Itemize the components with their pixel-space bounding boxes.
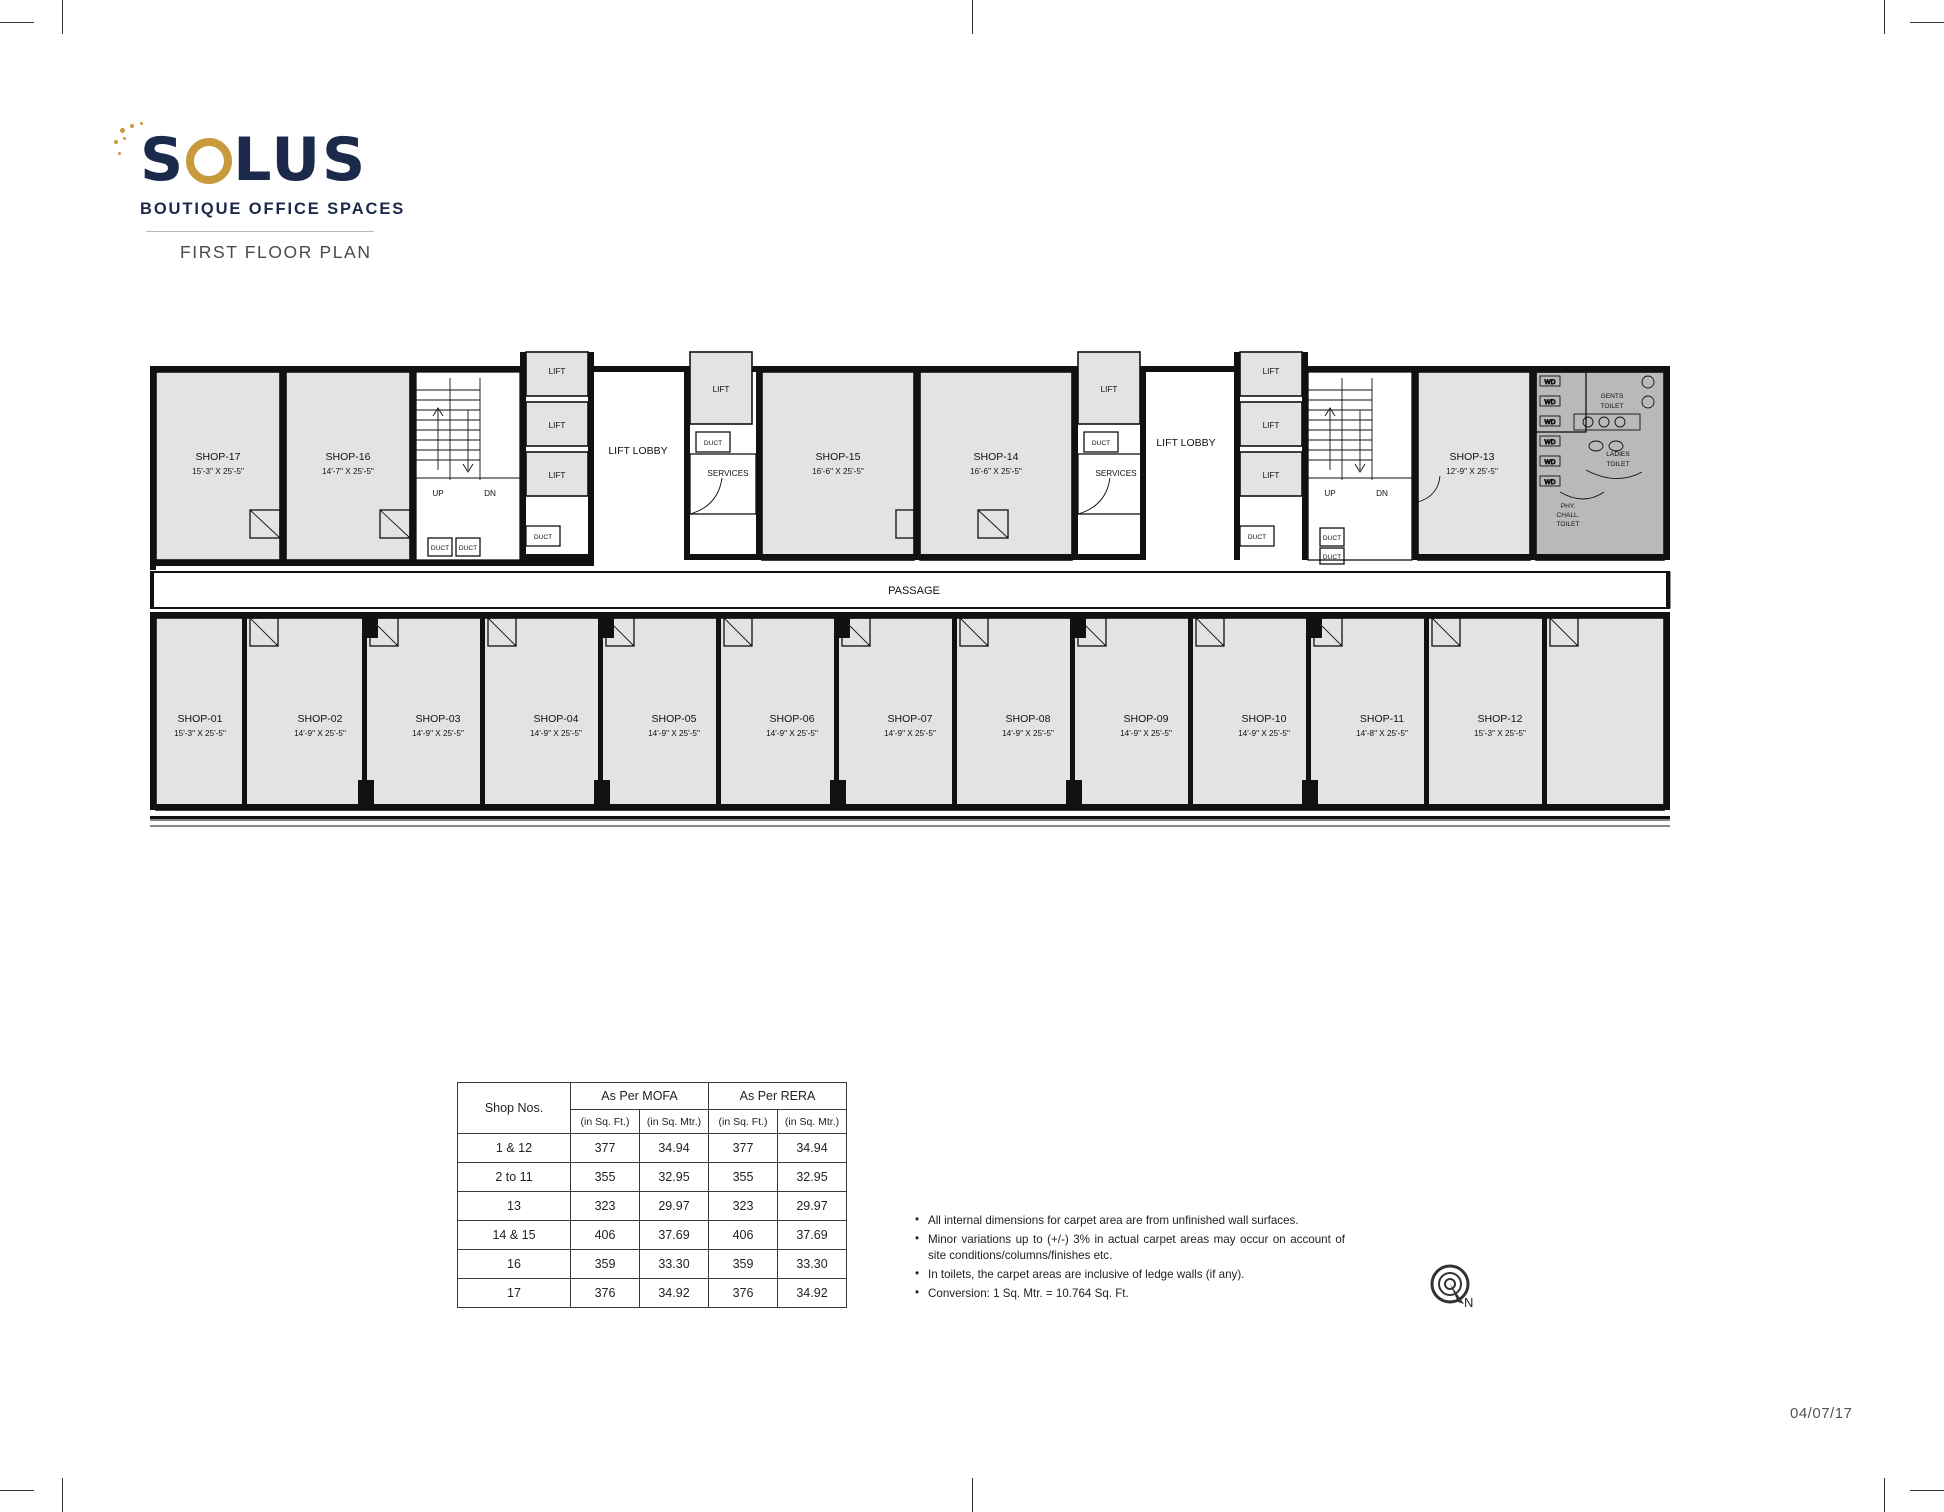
crop-mark: [0, 22, 34, 23]
svg-text:SERVICES: SERVICES: [707, 469, 749, 478]
plan-shop-04-dims: 14'-9" X 25'-5": [530, 729, 582, 738]
crop-mark: [0, 1490, 34, 1491]
plan-shop-13-name: SHOP-13: [1449, 451, 1495, 463]
carpet-area-table: [457, 1082, 847, 1308]
compass-icon: [1424, 1258, 1484, 1318]
cell-mofa-sqft: 355: [571, 1163, 640, 1192]
plan-shop-02-dims: 14'-9" X 25'-5": [294, 729, 346, 738]
table-row: [458, 1250, 847, 1279]
svg-text:WD: WD: [1544, 399, 1556, 406]
compass-north-label: N: [1464, 1295, 1474, 1310]
crop-mark: [972, 0, 973, 34]
logo-wordmark: [140, 125, 440, 195]
logo-letters-lus: LUS: [233, 125, 368, 195]
plan-shop-04-name: SHOP-04: [533, 713, 579, 725]
table-row: [458, 1221, 847, 1250]
svg-text:DUCT: DUCT: [458, 545, 478, 552]
cell-mofa-sqft: 323: [571, 1192, 640, 1221]
table-row: [458, 1192, 847, 1221]
cell-rera-sqft: 377: [709, 1134, 778, 1163]
svg-text:WD: WD: [1544, 459, 1556, 466]
cell-rera-sqmtr: 33.30: [778, 1250, 847, 1279]
cell-mofa-sqft: 376: [571, 1279, 640, 1308]
plan-passage-label: PASSAGE: [888, 585, 940, 597]
crop-mark: [972, 1478, 973, 1512]
header-shop-nos: Shop Nos.: [458, 1083, 571, 1134]
plan-shop-16-name: SHOP-16: [325, 451, 371, 463]
plan-shop-12-dims: 15'-3" X 25'-5": [1474, 729, 1526, 738]
svg-text:DUCT: DUCT: [430, 545, 450, 552]
cell-rera-sqft: 355: [709, 1163, 778, 1192]
svg-text:LIFT LOBBY: LIFT LOBBY: [608, 445, 668, 457]
svg-text:UP: UP: [1324, 489, 1336, 498]
cell-mofa-sqmtr: 32.95: [640, 1163, 709, 1192]
cell-rera-sqmtr: 29.97: [778, 1192, 847, 1221]
svg-text:LIFT: LIFT: [1262, 471, 1280, 480]
note-item: • All internal dimensions for carpet area are from unfinished wall surfaces.: [915, 1213, 1345, 1229]
plan-shop-10-dims: 14'-9" X 25'-5": [1238, 729, 1290, 738]
cell-mofa-sqmtr: 33.30: [640, 1250, 709, 1279]
svg-text:TOILET: TOILET: [1556, 521, 1580, 528]
plan-shop-10-name: SHOP-10: [1241, 713, 1287, 725]
plan-shop-03-dims: 14'-9" X 25'-5": [412, 729, 464, 738]
plan-shop-09-dims: 14'-9" X 25'-5": [1120, 729, 1172, 738]
cell-shops: 17: [458, 1279, 571, 1308]
plan-shop-08-dims: 14'-9" X 25'-5": [1002, 729, 1054, 738]
cell-rera-sqmtr: 34.94: [778, 1134, 847, 1163]
cell-rera-sqmtr: 34.92: [778, 1279, 847, 1308]
table-row: [458, 1134, 847, 1163]
svg-text:DUCT: DUCT: [1247, 534, 1267, 541]
plan-shop-11-dims: 14'-8" X 25'-5": [1356, 729, 1408, 738]
plan-shop-14-dims: 16'-6" X 25'-5": [970, 467, 1022, 476]
logo-dots-icon: [118, 124, 174, 180]
svg-text:WD: WD: [1544, 439, 1556, 446]
table-row: [458, 1279, 847, 1308]
date-stamp: 04/07/17: [1790, 1405, 1853, 1422]
plan-shop-13-dims: 12'-9" X 25'-5": [1446, 467, 1498, 476]
svg-text:SERVICES: SERVICES: [1095, 469, 1137, 478]
cell-shops: 1 & 12: [458, 1134, 571, 1163]
cell-mofa-sqmtr: 34.92: [640, 1279, 709, 1308]
plan-shop-01-name: SHOP-01: [177, 713, 223, 725]
cell-mofa-sqmtr: 37.69: [640, 1221, 709, 1250]
svg-text:DUCT: DUCT: [703, 440, 723, 447]
plan-shop-16-dims: 14'-7" X 25'-5": [322, 467, 374, 476]
plan-shop-01-dims: 15'-3" X 25'-5": [174, 729, 226, 738]
table-row: [458, 1163, 847, 1192]
svg-text:WD: WD: [1544, 479, 1556, 486]
svg-text:TOILET: TOILET: [1606, 461, 1630, 468]
svg-text:TOILET: TOILET: [1600, 403, 1624, 410]
svg-text:DN: DN: [484, 489, 496, 498]
svg-text:LIFT: LIFT: [1100, 385, 1118, 394]
brand-logo: [140, 125, 440, 263]
svg-text:WD: WD: [1544, 419, 1556, 426]
svg-text:LADIES: LADIES: [1606, 451, 1630, 458]
crop-mark: [1884, 0, 1885, 34]
svg-text:PHY.: PHY.: [1560, 503, 1576, 510]
plan-shop-17-name: SHOP-17: [195, 451, 241, 463]
header-rera: As Per RERA: [709, 1083, 847, 1110]
note-item: • Conversion: 1 Sq. Mtr. = 10.764 Sq. Ft.: [915, 1286, 1345, 1302]
cell-rera-sqmtr: 32.95: [778, 1163, 847, 1192]
cell-shops: 13: [458, 1192, 571, 1221]
svg-text:LIFT: LIFT: [1262, 421, 1280, 430]
logo-letter-s: S: [140, 125, 186, 195]
svg-text:LIFT LOBBY: LIFT LOBBY: [1156, 437, 1216, 449]
plan-shop-06-dims: 14'-9" X 25'-5": [766, 729, 818, 738]
table-header-row: [458, 1083, 847, 1110]
cell-rera-sqft: 323: [709, 1192, 778, 1221]
plan-shop-14-name: SHOP-14: [973, 451, 1019, 463]
unit-mofa-sqmtr: (in Sq. Mtr.): [640, 1110, 709, 1134]
crop-mark: [62, 1478, 63, 1512]
floor-plan-drawing: [150, 350, 1750, 910]
crop-mark: [1884, 1478, 1885, 1512]
svg-text:LIFT: LIFT: [548, 421, 566, 430]
plan-shop-02-name: SHOP-02: [297, 713, 343, 725]
plan-shop-07-name: SHOP-07: [887, 713, 933, 725]
plan-shop-03-name: SHOP-03: [415, 713, 461, 725]
unit-rera-sqft: (in Sq. Ft.): [709, 1110, 778, 1134]
svg-text:LIFT: LIFT: [548, 367, 566, 376]
logo-tagline: BOUTIQUE OFFICE SPACES: [140, 200, 406, 218]
svg-text:WD: WD: [1544, 379, 1556, 386]
notes-block: [915, 1213, 1345, 1305]
svg-text:UP: UP: [432, 489, 444, 498]
svg-text:DUCT: DUCT: [533, 534, 553, 541]
plan-shop-12-name: SHOP-12: [1477, 713, 1523, 725]
cell-mofa-sqmtr: 34.94: [640, 1134, 709, 1163]
plan-shop-15-dims: 16'-6" X 25'-5": [812, 467, 864, 476]
header-mofa: As Per MOFA: [571, 1083, 709, 1110]
svg-text:DUCT: DUCT: [1322, 535, 1342, 542]
plan-shop-09-name: SHOP-09: [1123, 713, 1169, 725]
cell-shops: 14 & 15: [458, 1221, 571, 1250]
plan-shop-06-name: SHOP-06: [769, 713, 815, 725]
cell-rera-sqmtr: 37.69: [778, 1221, 847, 1250]
cell-mofa-sqft: 406: [571, 1221, 640, 1250]
svg-text:DUCT: DUCT: [1322, 554, 1342, 561]
note-item: • Minor variations up to (+/-) 3% in actual carpet areas may occur on account of site conditions/columns/finishes etc.: [915, 1232, 1345, 1265]
svg-text:LIFT: LIFT: [1262, 367, 1280, 376]
plan-shop-07-dims: 14'-9" X 25'-5": [884, 729, 936, 738]
logo-o-ring-icon: [186, 138, 232, 184]
cell-rera-sqft: 359: [709, 1250, 778, 1279]
plan-shop-11-name: SHOP-11: [1359, 713, 1405, 725]
cell-mofa-sqft: 359: [571, 1250, 640, 1279]
cell-rera-sqft: 376: [709, 1279, 778, 1308]
crop-mark: [62, 0, 63, 34]
svg-text:DUCT: DUCT: [1091, 440, 1111, 447]
plan-shop-08-name: SHOP-08: [1005, 713, 1051, 725]
unit-rera-sqmtr: (in Sq. Mtr.): [778, 1110, 847, 1134]
svg-text:LIFT: LIFT: [548, 471, 566, 480]
cell-shops: 2 to 11: [458, 1163, 571, 1192]
plan-shop-17-dims: 15'-3" X 25'-5": [192, 467, 244, 476]
crop-mark: [1910, 1490, 1944, 1491]
svg-text:GENTS: GENTS: [1600, 393, 1624, 400]
cell-mofa-sqmtr: 29.97: [640, 1192, 709, 1221]
cell-rera-sqft: 406: [709, 1221, 778, 1250]
plan-shop-05-dims: 14'-9" X 25'-5": [648, 729, 700, 738]
svg-text:CHALL.: CHALL.: [1556, 512, 1580, 519]
note-item: • In toilets, the carpet areas are inclusive of ledge walls (if any).: [915, 1267, 1345, 1283]
cell-mofa-sqft: 377: [571, 1134, 640, 1163]
svg-text:DN: DN: [1376, 489, 1388, 498]
logo-divider: [146, 231, 374, 232]
page-title: FIRST FLOOR PLAN: [180, 242, 372, 262]
cell-shops: 16: [458, 1250, 571, 1279]
crop-mark: [1910, 22, 1944, 23]
plan-shop-05-name: SHOP-05: [651, 713, 697, 725]
svg-text:LIFT: LIFT: [712, 385, 730, 394]
plan-shop-15-name: SHOP-15: [815, 451, 861, 463]
unit-mofa-sqft: (in Sq. Ft.): [571, 1110, 640, 1134]
